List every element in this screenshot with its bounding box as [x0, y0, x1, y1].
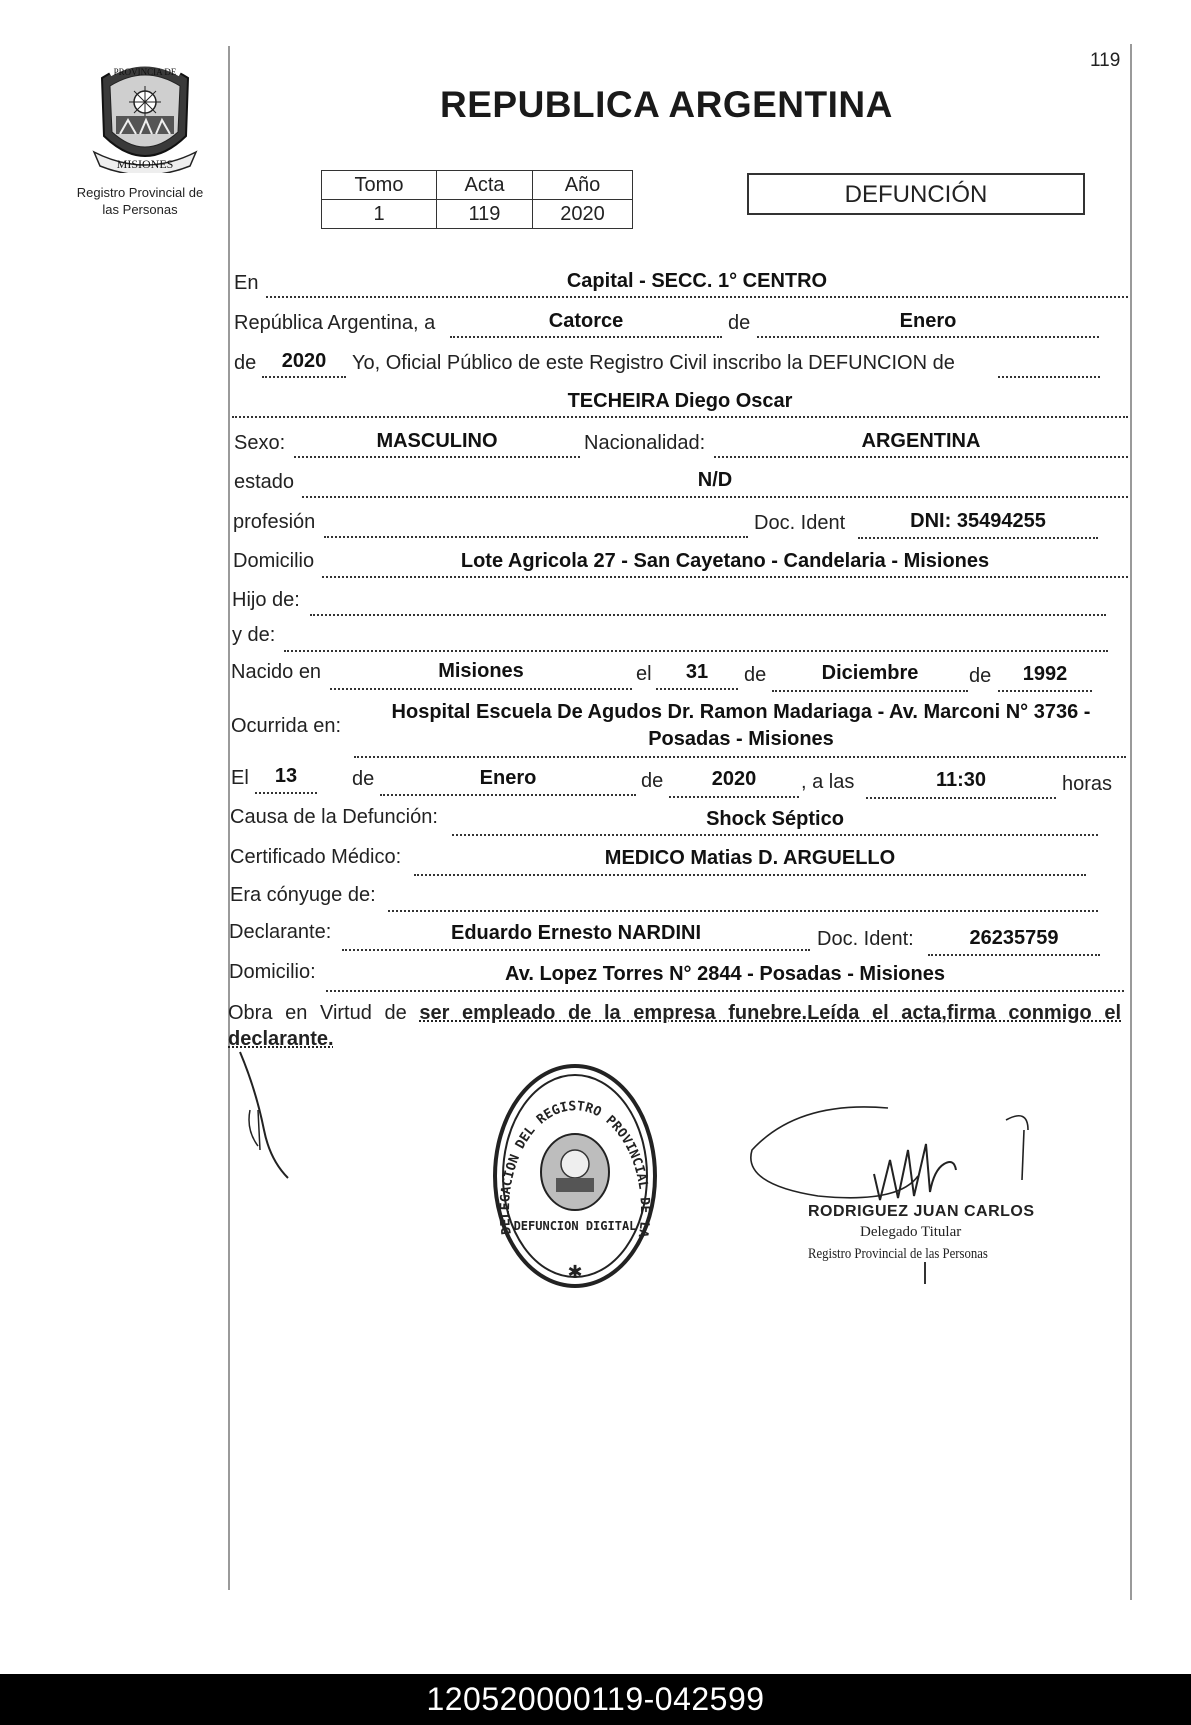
registry-caption [60, 184, 220, 218]
document-type-box: DEFUNCIÓN [747, 173, 1085, 215]
yde-line [284, 650, 1108, 652]
footer-barcode-number: 120520000119-042599 [0, 1674, 1191, 1725]
ref-header-tomo: Tomo [322, 171, 437, 200]
certificado-line [414, 874, 1086, 876]
El-label: El [231, 767, 249, 789]
registry-caption-line1: Registro Provincial de [76, 185, 204, 200]
provincial-seal-icon [90, 58, 200, 173]
estado-value: N/D [697, 469, 733, 491]
domicilio-label: Domicilio [233, 550, 315, 572]
page-number: 119 [1090, 50, 1121, 71]
horas-label: horas [1062, 773, 1113, 795]
profesion-label: profesión [233, 511, 316, 533]
nacido-line [330, 688, 632, 690]
deceased-name-value: TECHEIRA Diego Oscar [567, 390, 793, 412]
domicilio-value: Lote Agricola 27 - San Cayetano - Candelaria - Misiones [460, 550, 990, 572]
declarante-value: Eduardo Ernesto NARDINI [450, 922, 702, 944]
ocurrida-value-line2: Posadas - Misiones [648, 728, 834, 750]
conyuge-line [388, 910, 1098, 912]
causa-line [452, 834, 1098, 836]
ocurrida-value-line1: Hospital Escuela De Agudos Dr. Ramon Madariaga - Av. Marconi N° 3736 - [391, 701, 1091, 723]
en-label: En [234, 272, 259, 294]
certificado-value: MEDICO Matias D. ARGUELLO [604, 847, 896, 869]
doc-ident-value: DNI: 35494255 [910, 510, 1046, 532]
nacionalidad-label: Nacionalidad: [584, 432, 706, 454]
causa-value: Shock Séptico [706, 808, 844, 830]
birth-year-line [998, 690, 1092, 692]
nacido-value: Misiones [438, 660, 524, 682]
de-label-2: de [234, 352, 257, 374]
stamp-outer-text: DELEGACION DEL REGISTRO PROVINCIAL DE LA [497, 1099, 653, 1239]
hijo-label: Hijo de: [232, 589, 300, 611]
registry-caption-line2: las Personas [102, 202, 178, 217]
month-value: Enero [899, 310, 957, 332]
estado-line [302, 496, 1128, 498]
de-label-3: de [744, 664, 767, 686]
official-role: Delegado Titular [860, 1224, 962, 1240]
year-line [262, 376, 346, 378]
birth-day-value: 31 [685, 661, 709, 683]
declarante-domicilio-label: Domicilio: [229, 961, 316, 983]
official-signature [738, 1100, 1038, 1210]
reference-table [321, 170, 633, 229]
de-label-5: de [352, 768, 375, 790]
declarante-domicilio-line [326, 990, 1124, 992]
official-stamp [490, 1060, 660, 1292]
doc-ident-line [858, 537, 1098, 539]
nacido-label: Nacido en [231, 661, 322, 683]
seal-top-text: PROVINCIA DE [113, 67, 177, 77]
signature-tick-line [924, 1262, 926, 1284]
right-margin-line [1130, 44, 1132, 1600]
sexo-label: Sexo: [234, 432, 286, 454]
de-label-1: de [728, 312, 751, 334]
declarante-label: Declarante: [229, 921, 332, 943]
year-value: 2020 [281, 350, 327, 372]
certificado-label: Certificado Médico: [230, 846, 402, 868]
doc-ident-label: Doc. Ident [754, 512, 846, 534]
el-label: el [636, 663, 652, 685]
de-label-6: de [641, 770, 664, 792]
declarant-signature [236, 1050, 296, 1180]
statement-text: Yo, Oficial Público de este Registro Civil inscribo la DEFUNCION de [352, 352, 955, 374]
place-value: Capital - SECC. 1° CENTRO [566, 270, 828, 292]
death-day-line [255, 792, 317, 794]
nacionalidad-value: ARGENTINA [861, 430, 981, 452]
birth-day-line [656, 688, 738, 690]
official-office: Registro Provincial de las Personas [808, 1246, 988, 1262]
conyuge-label: Era cónyuge de: [230, 884, 376, 906]
ref-header-ano: Año [533, 171, 633, 200]
alas-label: , a las [801, 771, 855, 793]
official-name: RODRIGUEZ JUAN CARLOS [808, 1203, 1035, 1220]
obra-value: ser empleado de la empresa funebre.Leída el acta,firma conmigo el declarante. [228, 1002, 1122, 1050]
death-time-line [866, 797, 1056, 799]
sexo-value: MASCULINO [376, 430, 498, 452]
birth-month-value: Diciembre [821, 662, 919, 684]
death-year-value: 2020 [711, 768, 757, 790]
ref-header-acta: Acta [437, 171, 533, 200]
day-words-line [450, 336, 722, 338]
declarante-line [342, 949, 810, 951]
declarante-domicilio-value: Av. Lopez Torres N° 2844 - Posadas - Misiones [505, 963, 945, 985]
declarante-doc-label: Doc. Ident: [817, 928, 914, 950]
place-line [266, 296, 1128, 298]
ocurrida-label: Ocurrida en: [231, 715, 342, 737]
statement-trailing-line [998, 376, 1100, 378]
nacionalidad-line [714, 456, 1128, 458]
stamp-inner-text: DEFUNCION DIGITAL [513, 1219, 637, 1233]
death-time-value: 11:30 [935, 769, 987, 791]
declarante-doc-value: 26235759 [969, 927, 1059, 949]
ref-value-ano: 2020 [533, 200, 633, 229]
page-title: REPUBLICA ARGENTINA [440, 84, 893, 125]
day-words-value: Catorce [548, 310, 624, 332]
death-month-line [380, 794, 636, 796]
hijo-line [310, 614, 1106, 616]
ref-value-acta: 119 [437, 200, 533, 229]
ocurrida-line [354, 756, 1126, 758]
death-year-line [669, 796, 799, 798]
sexo-line [294, 456, 580, 458]
domicilio-line [322, 576, 1128, 578]
death-day-value: 13 [274, 765, 298, 787]
obra-paragraph [228, 1000, 1121, 1052]
birth-month-line [772, 690, 968, 692]
seal-bottom-text: MISIONES [116, 157, 174, 171]
yde-label: y de: [232, 624, 276, 646]
ref-value-tomo: 1 [322, 200, 437, 229]
stamp-star-icon: ✱ [567, 1262, 583, 1282]
deceased-name-line [232, 416, 1128, 418]
death-month-value: Enero [479, 767, 537, 789]
month-line [757, 336, 1099, 338]
republica-label: República Argentina, a [234, 312, 436, 334]
estado-label: estado [234, 471, 295, 493]
obra-label: Obra en Virtud de [228, 1002, 407, 1024]
causa-label: Causa de la Defunción: [230, 806, 438, 828]
profesion-line [324, 536, 748, 538]
de-label-4: de [969, 665, 992, 687]
birth-year-value: 1992 [1022, 663, 1068, 685]
declarante-doc-line [928, 954, 1100, 956]
